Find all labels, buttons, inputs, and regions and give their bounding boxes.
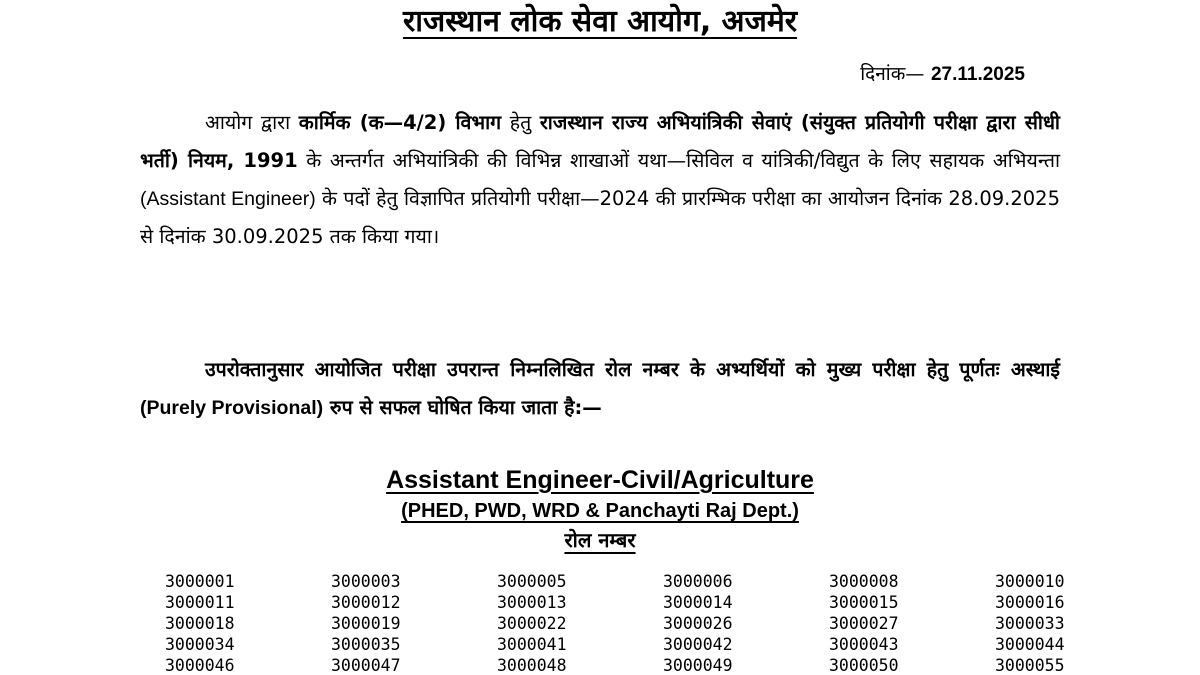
roll-number: 3000033 [995,614,1065,633]
roll-number: 3000041 [497,635,567,654]
para1-text-1: आयोग द्वारा [205,111,299,134]
notice-paragraph-1 [140,104,1060,256]
roll-number: 3000026 [663,614,733,633]
roll-number: 3000016 [995,593,1065,612]
roll-number: 3000042 [663,635,733,654]
roll-number: 3000034 [165,635,235,654]
roll-number: 3000006 [663,572,733,591]
roll-number: 3000015 [829,593,899,612]
roll-number: 3000055 [995,656,1065,675]
para1-text-5: के अन्तर्गत अभियांत्रिकी की विभिन्न शाखाओं यथा—सिविल व यांत्रिकी/विद्युत के लिए सहायक अभियन्ता [297,149,1060,172]
roll-number: 3000044 [995,635,1065,654]
roll-number: 3000048 [497,656,567,675]
roll-number: 3000008 [829,572,899,591]
roll-number: 3000043 [829,635,899,654]
para2-text-1: उपरोक्तानुसार आयोजित परीक्षा उपरान्त निम्नलिखित रोल नम्बर के अभ्यर्थियों को मुख्य परीक्षा हेतु पूर्णतः अस्थाई [205,358,1060,381]
roll-number: 3000027 [829,614,899,633]
roll-number: 3000003 [331,572,401,591]
roll-number: 3000049 [663,656,733,675]
roll-number: 3000013 [497,593,567,612]
notice-paragraph-2 [140,351,1060,427]
date-line [860,60,1025,89]
roll-number: 3000005 [497,572,567,591]
para1-rules: राजस्थान राज्य अभियांत्रिकी सेवाएं (संयुक्त प्रतियोगी परीक्षा द्वारा सीधी भर्ती) नियम, 1991 [140,111,1060,172]
para1-post-english: (Assistant Engineer) [140,188,316,210]
para2-text-3: रुप से सफल घोषित किया जाता है:— [323,396,602,419]
roll-number: 3000011 [165,593,235,612]
roll-number: 3000046 [165,656,235,675]
para1-department: कार्मिक (क—4/2) विभाग [298,111,502,134]
roll-number: 3000050 [829,656,899,675]
roll-number-grid [165,571,1080,675]
date-label: दिनांक— [860,63,925,85]
roll-number: 3000010 [995,572,1065,591]
roll-number: 3000022 [497,614,567,633]
section-subheading: (PHED, PWD, WRD & Panchayti Raj Dept.) [401,500,799,522]
page-title [0,2,1200,42]
section-heading-block [0,463,1200,555]
roll-number: 3000035 [331,635,401,654]
para1-text-7: के पदों हेतु विज्ञापित प्रतियोगी परीक्षा—2024 की प्रारम्भिक परीक्षा का आयोजन दिनांक 28.09.2025 से दिनांक 30.09.2025 तक किया गया। [140,187,1060,248]
para2-provisional: (Purely Provisional) [140,397,324,419]
section-heading: Assistant Engineer-Civil/Agriculture [386,466,814,494]
para1-text-3: हेतु [501,111,540,134]
commission-title: राजस्थान लोक सेवा आयोग, अजमेर [402,4,798,39]
roll-number: 3000012 [331,593,401,612]
roll-number-label: रोल नम्बर [564,528,636,552]
roll-number: 3000018 [165,614,235,633]
roll-number: 3000047 [331,656,401,675]
roll-number: 3000014 [663,593,733,612]
date-value: 27.11.2025 [930,64,1025,85]
roll-number: 3000001 [165,572,235,591]
roll-number: 3000019 [331,614,401,633]
